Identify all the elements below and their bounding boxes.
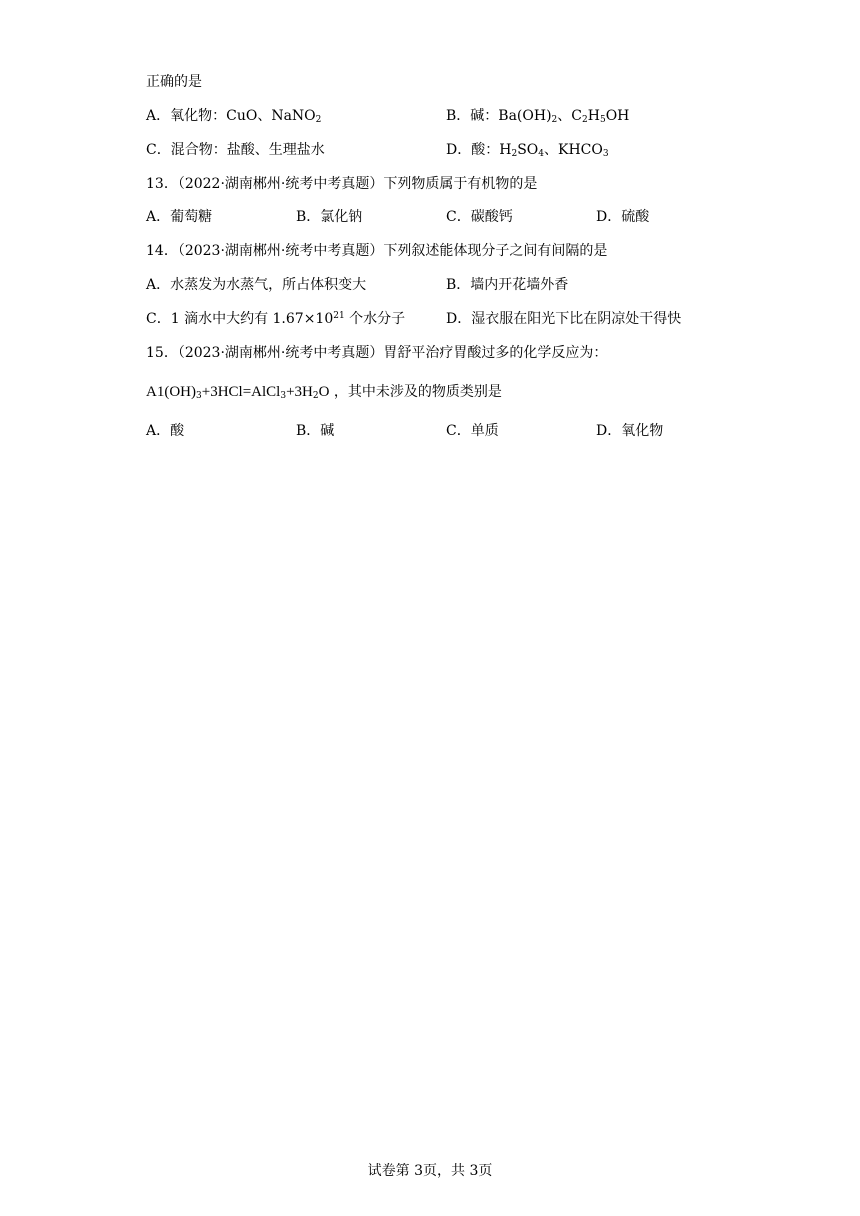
- subscript: 3: [280, 391, 287, 401]
- question-15-stem: 15．（2023·湖南郴州·统考中考真题）胃舒平治疗胃酸过多的化学反应为：: [146, 345, 608, 361]
- q14-option-b[interactable]: B．墙内开花墙外香: [446, 277, 569, 293]
- formula: OH: [605, 108, 630, 124]
- separator: 、: [557, 108, 572, 124]
- subscript: 2: [582, 115, 588, 125]
- formula: C: [571, 108, 582, 124]
- equation-tail: ，其中未涉及的物质类别是: [333, 384, 502, 400]
- q13-option-c[interactable]: C．碳酸钙: [446, 209, 513, 225]
- formula: CuO、NaNO: [226, 108, 316, 124]
- option-prefix: B．: [446, 108, 471, 124]
- option-a[interactable]: [146, 105, 321, 127]
- equation-part: +3H: [286, 384, 313, 400]
- q15-option-c[interactable]: C．单质: [446, 423, 499, 439]
- subscript: 2: [315, 115, 322, 125]
- option-c[interactable]: C．混合物：盐酸、生理盐水: [146, 142, 325, 158]
- q14-option-a[interactable]: A．水蒸发为水蒸气，所占体积变大: [146, 277, 367, 293]
- subscript: 2: [511, 149, 518, 159]
- q15-option-d[interactable]: D．氧化物: [596, 423, 664, 439]
- chemical-equation-line: [146, 381, 502, 403]
- subscript: 2: [312, 391, 319, 401]
- subscript: 4: [538, 149, 544, 159]
- question-13-stem: 13．（2022·湖南郴州·统考中考真题）下列物质属于有机物的是: [146, 176, 538, 192]
- q13-option-b[interactable]: B．氯化钠: [296, 209, 363, 225]
- formula: SO: [517, 142, 539, 158]
- q13-option-d[interactable]: D．硫酸: [596, 209, 650, 225]
- option-label: 碱：: [470, 108, 499, 124]
- formula: H: [587, 108, 600, 124]
- formula: Ba(OH): [498, 108, 552, 124]
- option-b[interactable]: [446, 105, 629, 127]
- question-14-stem: 14．（2023·湖南郴州·统考中考真题）下列叙述能体现分子之间有间隔的是: [146, 243, 608, 259]
- option-d[interactable]: [446, 139, 609, 161]
- equation-part: +3HCl=AlCl: [201, 384, 281, 400]
- option-prefix: D．: [446, 142, 472, 158]
- equation-part: O: [318, 384, 330, 400]
- q15-option-b[interactable]: B．碱: [296, 423, 335, 439]
- option-text: C．1 滴水中大约有 1.67×10: [146, 311, 334, 327]
- equation-part: A1(OH): [146, 384, 196, 400]
- option-label: 氧化物：: [170, 108, 227, 124]
- separator: 、: [544, 142, 558, 158]
- formula: H: [499, 142, 512, 158]
- subscript: 3: [602, 149, 609, 159]
- q14-option-d[interactable]: D．湿衣服在阳光下比在阴凉处干得快: [446, 311, 682, 327]
- subscript: 3: [196, 391, 202, 401]
- superscript: 21: [333, 311, 345, 321]
- question-stem-continuation: 正确的是: [146, 74, 202, 90]
- option-prefix: A．: [146, 108, 171, 124]
- option-label: 酸：: [471, 142, 500, 158]
- subscript: 5: [599, 115, 606, 125]
- q14-option-c[interactable]: [146, 308, 405, 330]
- q15-option-a[interactable]: A．酸: [146, 423, 185, 439]
- page-footer: 试卷第 3页，共 3页: [367, 1163, 493, 1179]
- subscript: 2: [551, 115, 558, 125]
- q13-option-a[interactable]: A．葡萄糖: [146, 209, 213, 225]
- option-text: 个水分子: [344, 311, 406, 327]
- formula: KHCO: [558, 142, 603, 158]
